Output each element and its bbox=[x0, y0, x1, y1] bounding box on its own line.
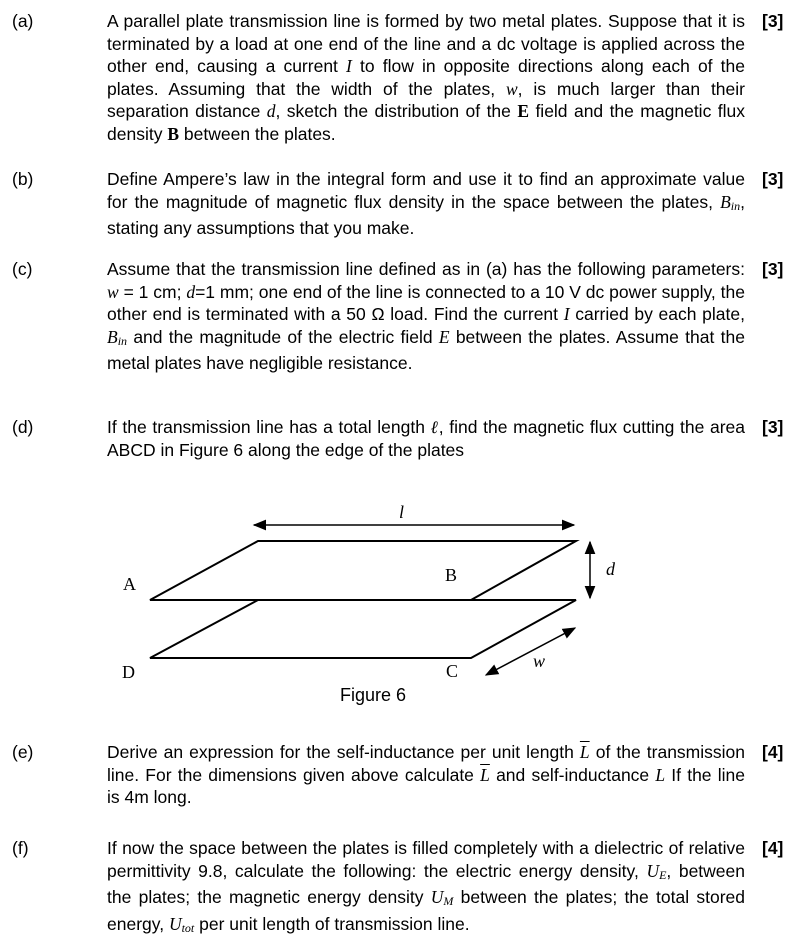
figure-label-C: C bbox=[446, 661, 459, 681]
figure-label-D: D bbox=[122, 662, 135, 682]
question-b-marks: [3] bbox=[762, 169, 784, 189]
figure-label-w: w bbox=[533, 651, 546, 671]
question-b-label: (b) bbox=[12, 169, 34, 189]
question-c-label: (c) bbox=[12, 259, 33, 279]
question-a-marks: [3] bbox=[762, 11, 784, 31]
question-d-label: (d) bbox=[12, 417, 34, 437]
question-e-text: Derive an expression for the self-inductance per unit length $\overline{L}$ of the transmission line. For the dimensions given above calculate $\overline{L}$ and self-inductance L If the line is 4m long. bbox=[107, 742, 745, 807]
figure-label-l: l bbox=[399, 502, 405, 522]
question-c-marks: [3] bbox=[762, 259, 784, 279]
figure-label-d: d bbox=[606, 559, 615, 579]
question-a-text: A parallel plate transmission line is formed by two metal plates. Suppose that it is terminated by a load at one end of the line and a dc voltage is applied across the other end, causing a current I to flow in opposite directions along each of the plates. Assuming that the width of the plates, w, is much larger than their separation distance d, sketch the distribution of the E field and the magnetic flux density B between the plates. bbox=[107, 11, 745, 144]
figure-caption: Figure 6 bbox=[340, 685, 407, 705]
question-f-label: (f) bbox=[12, 838, 29, 858]
question-a-label: (a) bbox=[12, 11, 34, 31]
question-b-text: Define Ampere’s law in the integral form and use it to find an approximate value for the magnitude of magnetic flux density in the space between the plates, Bin, stating any assumptions that you make. bbox=[107, 169, 745, 238]
top-plate bbox=[150, 541, 576, 600]
question-e-marks: [4] bbox=[762, 742, 784, 762]
question-e-label: (e) bbox=[12, 742, 34, 762]
question-d-marks: [3] bbox=[762, 417, 784, 437]
question-f-marks: [4] bbox=[762, 838, 784, 858]
figure-label-A: A bbox=[123, 574, 136, 594]
figure-label-B: B bbox=[445, 565, 458, 585]
question-d-text: If the transmission line has a total length ℓ, find the magnetic flux cutting the area ABCD in Figure 6 along the edge of the plates bbox=[107, 417, 746, 460]
bottom-plate bbox=[150, 600, 576, 658]
question-f-text: If now the space between the plates is filled completely with a dielectric of relative permittivity 9.8, calculate the following: the electric energy density, UE, between the plates; the magnetic energy density UM between the plates; the total stored energy, Utot per unit length of transmission line. bbox=[107, 838, 746, 935]
question-c-text: Assume that the transmission line defined as in (a) has the following parameters: w = 1 cm; d=1 mm; one end of the line is connected to a 10 V dc power supply, the other end is terminated with a 50 Ω load. Find the current I carried by each plate, Bin and the magnitude of the electric field E between the plates. Assume that the metal plates have negligible resistance. bbox=[107, 259, 745, 373]
figure-6-diagram bbox=[100, 490, 660, 690]
width-arrow bbox=[486, 628, 575, 675]
